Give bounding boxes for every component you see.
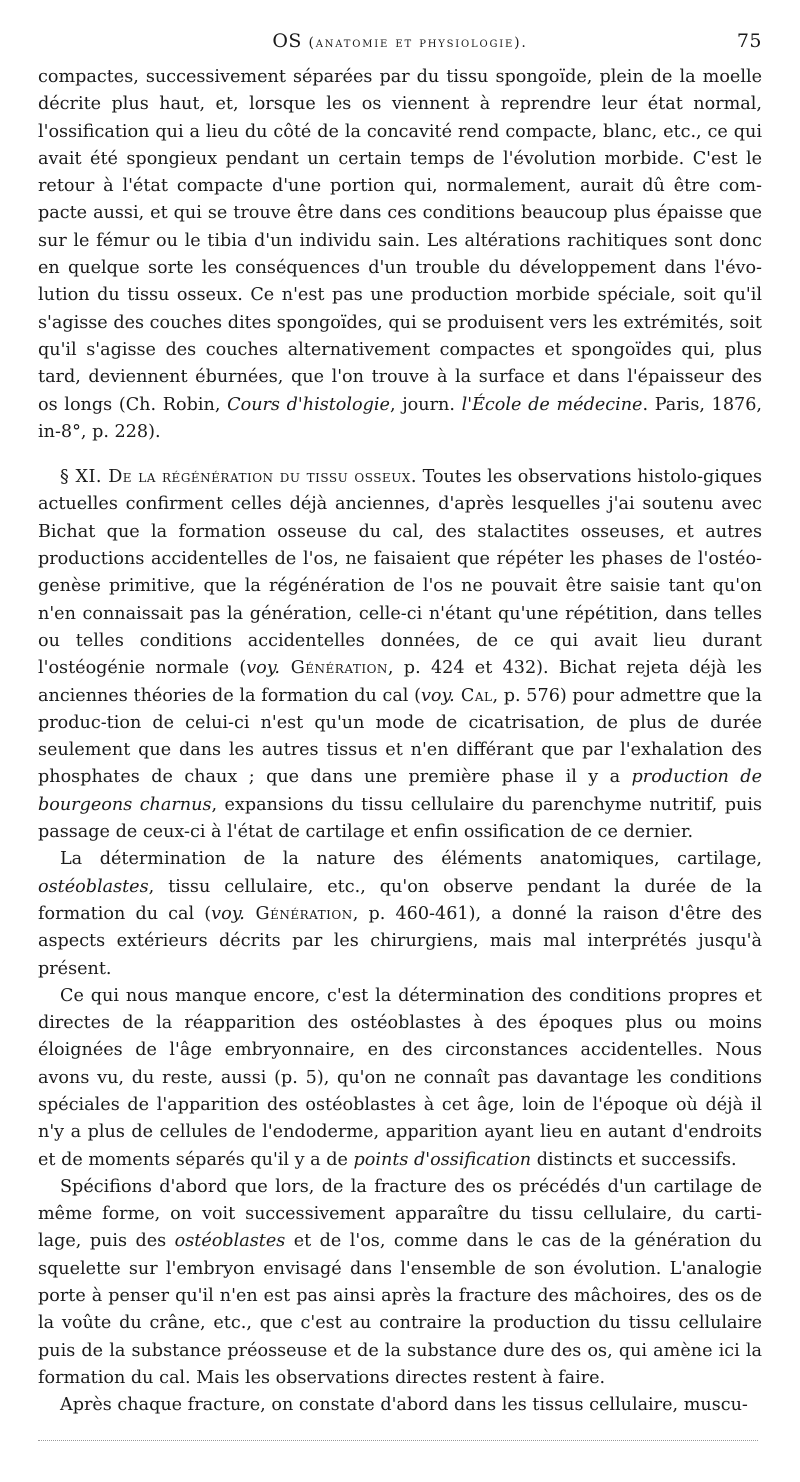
paragraph-6-text: Après chaque fracture, on constate d'abord dans les tissus cellulaire, muscu-	[60, 1395, 748, 1416]
paragraph-1-mid: , journ.	[389, 394, 462, 415]
footer-rule	[38, 1440, 758, 1443]
text-body	[38, 64, 762, 1420]
paragraph-3-text-c: , p. 460-461), a donné la raison d'être des aspects extérieurs décrits par les chirurgiens, mais mal interprétés jusqu'à présent.	[38, 903, 763, 979]
voy-ref-3: voy.	[211, 903, 245, 924]
italic-points-ossification: points d'ossification	[353, 1149, 532, 1170]
running-header	[38, 30, 762, 60]
running-title	[38, 30, 762, 52]
citation-title: Cours d'histologie	[227, 394, 390, 415]
italic-osteoblastes-1: ostéoblastes	[38, 876, 149, 897]
paragraph-5-text-b: et de l'os, comme dans le cas de la génération du squelette sur l'embryon envisagé dans l'ensemble de son évolution. L'analogie porte à penser qu'il n'en est pas ainsi après la fracture des mâchoires, des os de la voûte du crâne, etc., que c'est au contraire la production du tissu cellulaire puis de la substance préosseuse et de la substance dure des os, qui amène ici la formation du cal. Mais les observations directes restent à faire.	[38, 1231, 762, 1388]
paragraph-3-text-b: , tissu cellulaire, etc., qu'on observe pendant la durée de la formation du cal (	[38, 876, 762, 924]
voy-ref-1: voy.	[246, 658, 280, 679]
paragraph-2-text-a: Toutes les observations histolo-giques actuelles confirment celles déjà anciennes, d'après lesquelles j'ai soutenu avec Bichat que la formation osseuse du cal, des stalactites osseuses, et autres productions accidentelles de l'os, ne faisaient que répéter les phases de l'ostéo-genèse primitive, que la régénération de l'os ne pouvait être saisie tant qu'on n'en connaissait pas la génération, celle-ci n'étant qu'une répétition, dans telles ou telles conditions accidentelles données, de ce qui avait lieu durant l'ostéogénie normale (	[38, 467, 762, 679]
paragraph-3	[38, 846, 762, 982]
running-title-os: OS	[272, 30, 302, 52]
paragraph-6	[38, 1392, 762, 1419]
paragraph-1	[38, 64, 762, 446]
paragraph-4	[38, 983, 762, 1174]
section-heading: § XI. De la régénération du tissu osseux.	[60, 467, 417, 488]
cross-ref-generation-2: Génération	[244, 903, 353, 924]
citation-journal: l'École de médecine	[461, 394, 643, 415]
paragraph-4-text-a: Ce qui nous manque encore, c'est la détermination des conditions propres et directes de la réapparition des ostéoblastes à des époques plus ou moins éloignées de l'âge embryonnaire, en des circonstances accidentelles. Nous avons vu, du reste, aussi (p. 5), qu'on ne connaît pas davantage les conditions spéciales de l'apparition des ostéoblastes à cet âge, loin de l'époque où déjà il n'y a plus de cellules de l'endoderme, apparition ayant lieu en autant d'endroits et de moments séparés qu'il y a de	[38, 985, 762, 1170]
paragraph-2-text-c: , p. 576) pour admettre que la produc-tion de celui-ci n'est qu'un mode de cicatrisation, de plus de durée seulement que dans les autres tissus et n'en différant que par l'exhalation des phosphates de chaux ; que dans une première phase il y a	[38, 685, 762, 788]
paragraph-5	[38, 1174, 762, 1392]
paragraph-3-text-a: La détermination de la nature des éléments anatomiques, cartilage,	[60, 849, 762, 870]
paragraph-2-text-d: , expansions du tissu cellulaire du parenchyme nutritif, puis passage de ceux-ci à l'état de cartilage et enfin ossification de ce dernier.	[38, 794, 762, 843]
paragraph-4-text-b: distincts et successifs.	[531, 1149, 737, 1170]
italic-osteoblastes-2: ostéoblastes	[174, 1231, 286, 1252]
cross-ref-generation-1: Génération	[279, 658, 388, 679]
paragraph-5-text-a: Spécifions d'abord que lors, de la fracture des os précédés d'un cartilage de même forme, on voit successivement apparaître du tissu cellulaire, du carti-lage, puis des	[38, 1176, 762, 1252]
paragraph-2-text-b: , p. 424 et 432). Bichat rejeta déjà les anciennes théories de la formation du cal (	[38, 658, 762, 706]
running-title-subtitle: (anatomie et physiologie).	[308, 35, 528, 51]
paragraph-1-text: compactes, successivement séparées par du tissu spongoïde, plein de la moelle décrite plus haut, et, lorsque les os viennent à reprendre leur état normal, l'ossification qui a lieu du côté de la concavité rend compacte, blanc, etc., ce qui avait été spongieux pendant un certain temps de l'évolution morbide. C'est le retour à l'état compacte d'une portion qui, normalement, aurait dû être com-pacte aussi, et qui se trouve être dans ces conditions beaucoup plus épaisse que sur le fémur ou le tibia d'un individu sain. Les altérations rachitiques sont donc en quelque sorte les conséquences d'un trouble du développement dans l'évo-lution du tissu osseux. Ce n'est pas une production morbide spéciale, soit qu'il s'agisse des couches dites spongoïdes, qui se produisent vers les extrémités, soit qu'il s'agisse des couches alternativement compactes et spongoïdes qui, plus tard, deviennent éburnées, que l'on trouve à la surface et dans l'épaisseur des os longs (Ch. Robin,	[38, 67, 762, 415]
italic-bourgeons: production de bourgeons charnus	[38, 767, 762, 815]
cross-ref-cal: Cal	[454, 685, 493, 706]
page-number: 75	[736, 30, 762, 52]
paragraph-2	[38, 464, 762, 846]
paragraph-1-end: . Paris, 1876, in-8°, p. 228).	[38, 394, 763, 442]
voy-ref-2: voy.	[420, 685, 455, 706]
